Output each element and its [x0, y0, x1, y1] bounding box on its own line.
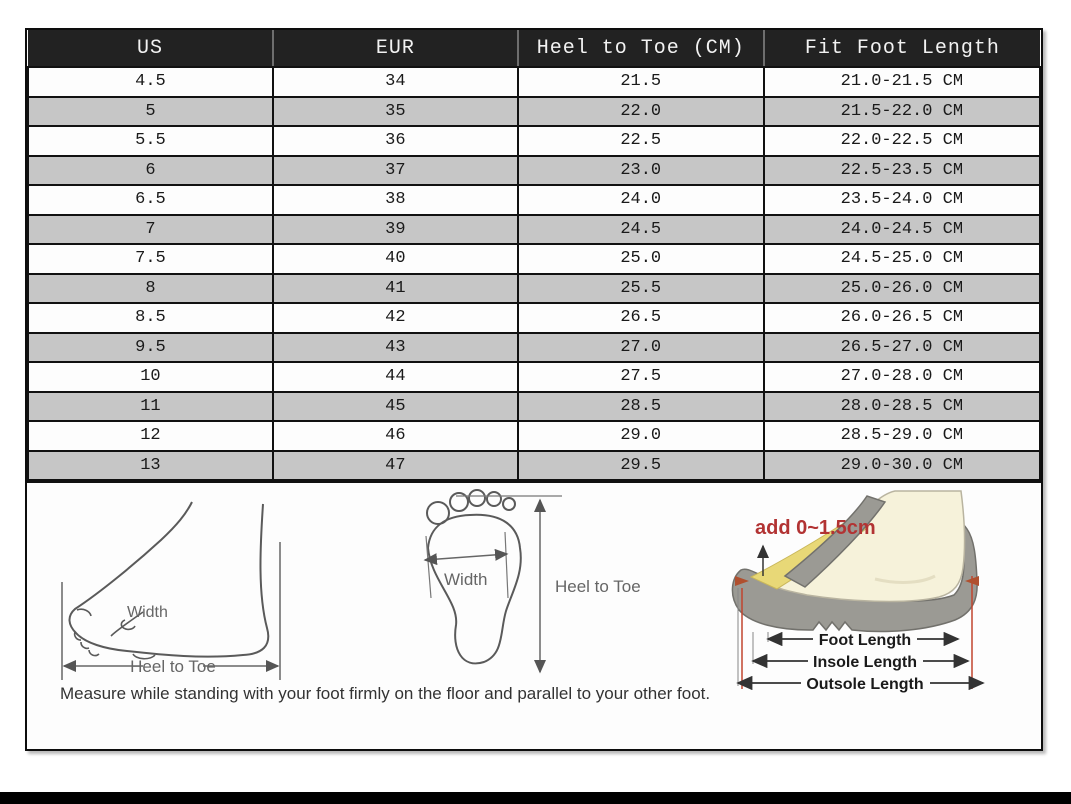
table-cell: 29.0-30.0 CM [764, 451, 1040, 481]
table-cell: 23.0 [518, 156, 764, 186]
table-row [28, 244, 1040, 274]
table-cell: 7 [28, 215, 273, 245]
side-foot-heel-toe-label: Heel to Toe [130, 657, 216, 676]
table-cell: 22.0 [518, 97, 764, 127]
table-cell: 24.0 [518, 185, 764, 215]
table-cell: 28.0-28.5 CM [764, 392, 1040, 422]
table-cell: 37 [273, 156, 518, 186]
shoe-cross-section-diagram [725, 484, 1035, 699]
table-cell: 28.5-29.0 CM [764, 421, 1040, 451]
table-cell: 22.5 [518, 126, 764, 156]
table-cell: 9.5 [28, 333, 273, 363]
table-cell: 24.5-25.0 CM [764, 244, 1040, 274]
table-cell: 26.5 [518, 303, 764, 333]
sole-foot-heel-toe-label: Heel to Toe [555, 577, 641, 596]
measurement-diagram-area [27, 481, 1041, 749]
table-cell: 40 [273, 244, 518, 274]
column-header-heel-toe: Heel to Toe (CM) [518, 30, 764, 67]
table-cell: 34 [273, 67, 518, 97]
table-cell: 21.5-22.0 CM [764, 97, 1040, 127]
table-cell: 27.5 [518, 362, 764, 392]
table-header-row [28, 30, 1040, 67]
table-cell: 42 [273, 303, 518, 333]
table-cell: 26.5-27.0 CM [764, 333, 1040, 363]
table-row [28, 67, 1040, 97]
table-cell: 4.5 [28, 67, 273, 97]
table-cell: 38 [273, 185, 518, 215]
size-chart-sheet [25, 28, 1043, 751]
table-cell: 36 [273, 126, 518, 156]
table-cell: 27.0-28.0 CM [764, 362, 1040, 392]
side-foot-outline [69, 502, 268, 659]
table-cell: 8.5 [28, 303, 273, 333]
table-row [28, 421, 1040, 451]
column-header-us: US [28, 30, 273, 67]
table-cell: 25.0-26.0 CM [764, 274, 1040, 304]
table-row [28, 126, 1040, 156]
table-cell: 22.5-23.5 CM [764, 156, 1040, 186]
table-cell: 43 [273, 333, 518, 363]
table-cell: 8 [28, 274, 273, 304]
table-cell: 35 [273, 97, 518, 127]
sole-foot-width-label: Width [444, 570, 488, 589]
table-cell: 21.5 [518, 67, 764, 97]
table-cell: 5.5 [28, 126, 273, 156]
table-cell: 23.5-24.0 CM [764, 185, 1040, 215]
table-cell: 11 [28, 392, 273, 422]
table-cell: 25.0 [518, 244, 764, 274]
outsole-length-label: Outsole Length [806, 676, 924, 693]
table-cell: 24.0-24.5 CM [764, 215, 1040, 245]
table-row [28, 97, 1040, 127]
table-cell: 6.5 [28, 185, 273, 215]
table-cell: 25.5 [518, 274, 764, 304]
table-cell: 44 [273, 362, 518, 392]
table-cell: 12 [28, 421, 273, 451]
sole-foot-diagram [412, 488, 712, 693]
table-cell: 28.5 [518, 392, 764, 422]
table-cell: 13 [28, 451, 273, 481]
column-header-eur: EUR [273, 30, 518, 67]
bottom-black-bar [0, 792, 1071, 804]
side-foot-width-label: Width [127, 604, 168, 621]
table-cell: 10 [28, 362, 273, 392]
table-row [28, 333, 1040, 363]
table-cell: 21.0-21.5 CM [764, 67, 1040, 97]
table-cell: 6 [28, 156, 273, 186]
size-conversion-table [27, 30, 1041, 481]
table-cell: 26.0-26.5 CM [764, 303, 1040, 333]
column-header-fit-length: Fit Foot Length [764, 30, 1040, 67]
table-cell: 5 [28, 97, 273, 127]
table-row [28, 185, 1040, 215]
table-cell: 47 [273, 451, 518, 481]
table-cell: 7.5 [28, 244, 273, 274]
table-row [28, 156, 1040, 186]
table-cell: 46 [273, 421, 518, 451]
table-cell: 41 [273, 274, 518, 304]
table-row [28, 274, 1040, 304]
table-body [28, 67, 1040, 480]
measurement-note: Measure while standing with your foot firmly on the floor and parallel to your other foot. [60, 684, 711, 703]
table-cell: 27.0 [518, 333, 764, 363]
table-cell: 29.0 [518, 421, 764, 451]
table-cell: 45 [273, 392, 518, 422]
add-allowance-label: add 0~1.5cm [755, 517, 876, 539]
table-row [28, 303, 1040, 333]
table-cell: 22.0-22.5 CM [764, 126, 1040, 156]
table-cell: 39 [273, 215, 518, 245]
table-cell: 24.5 [518, 215, 764, 245]
insole-length-label: Insole Length [813, 654, 917, 671]
sole-foot-outline [428, 515, 521, 664]
side-foot-diagram [55, 494, 335, 694]
table-row [28, 362, 1040, 392]
table-row [28, 392, 1040, 422]
table-row [28, 451, 1040, 481]
table-row [28, 215, 1040, 245]
table-cell: 29.5 [518, 451, 764, 481]
foot-length-label: Foot Length [818, 632, 912, 649]
